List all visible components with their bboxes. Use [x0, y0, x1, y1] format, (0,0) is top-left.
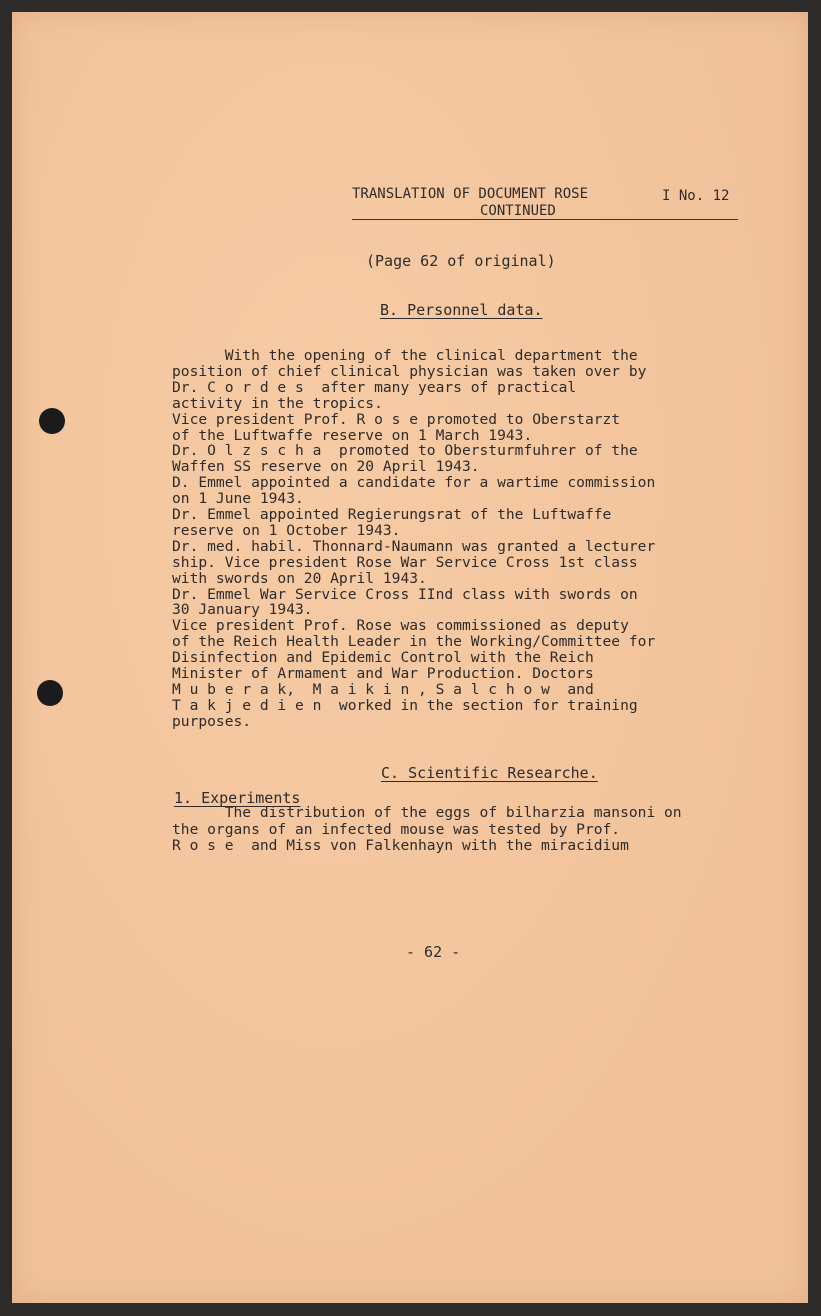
header-rule — [352, 219, 738, 220]
header-title: TRANSLATION OF DOCUMENT ROSE — [352, 186, 589, 202]
body-line: the organs of an infected mouse was tested by Prof. — [172, 820, 621, 838]
body-line: Minister of Armament and War Production. Doctors — [172, 665, 594, 682]
section-c-subheading: 1. Experiments — [174, 789, 301, 807]
body-line: Vice president Prof. Rose was commissioned as deputy — [172, 617, 629, 635]
page-reference: (Page 62 of original) — [366, 252, 556, 270]
header-number: I No. 12 — [662, 188, 730, 204]
body-line: Dr. C o r d e s after many years of practical — [172, 378, 577, 396]
body-line: R o s e and Miss von Falkenhayn with the miracidium — [172, 837, 629, 854]
body-line: Dr. Emmel War Service Cross IInd class with swords on — [172, 585, 638, 603]
body-line: The distribution of the eggs of bilharzia mansoni on — [172, 804, 682, 821]
punch-hole-bottom — [37, 680, 63, 706]
document-page — [12, 12, 808, 1303]
header-continued: CONTINUED — [480, 203, 556, 219]
section-b-heading: B. Personnel data. — [380, 301, 543, 319]
body-line: Dr. med. habil. Thonnard-Naumann was granted a lecturer — [172, 537, 656, 555]
body-line: ship. Vice president Rose War Service Cross 1st class — [172, 553, 638, 571]
body-line: T a k j e d i e n worked in the section for training — [172, 696, 638, 714]
body-line: D. Emmel appointed a candidate for a wartime commission — [172, 474, 656, 492]
body-line: M u b e r a k, M a i k i n , S a l c h o w and — [172, 680, 594, 698]
body-line: Disinfection and Epidemic Control with the Reich — [172, 649, 594, 667]
body-line: with swords on 20 April 1943. — [172, 569, 427, 587]
body-line: activity in the tropics. — [172, 394, 383, 412]
body-line: purposes. — [172, 712, 252, 730]
body-line: on 1 June 1943. — [172, 490, 304, 508]
body-line: With the opening of the clinical department the — [172, 347, 638, 364]
body-line: 30 January 1943. — [172, 601, 313, 619]
punch-hole-top — [39, 408, 65, 434]
body-line: Dr. Emmel appointed Regierungsrat of the Luftwaffe — [172, 506, 612, 523]
body-line: reserve on 1 October 1943. — [172, 521, 401, 539]
body-line: Vice president Prof. R o s e promoted to Oberstarzt — [172, 410, 621, 428]
body-line: Waffen SS reserve on 20 April 1943. — [172, 458, 480, 476]
section-c-heading: C. Scientific Researche. — [381, 764, 598, 782]
body-line: of the Reich Health Leader in the Working/Committee for — [172, 633, 656, 651]
body-line: of the Luftwaffe reserve on 1 March 1943. — [172, 426, 533, 444]
footer-page-number: - 62 - — [406, 943, 461, 961]
body-line: Dr. O l z s c h a promoted to Obersturmfuhrer of the — [172, 442, 638, 460]
body-line: position of chief clinical physician was taken over by — [172, 362, 647, 380]
